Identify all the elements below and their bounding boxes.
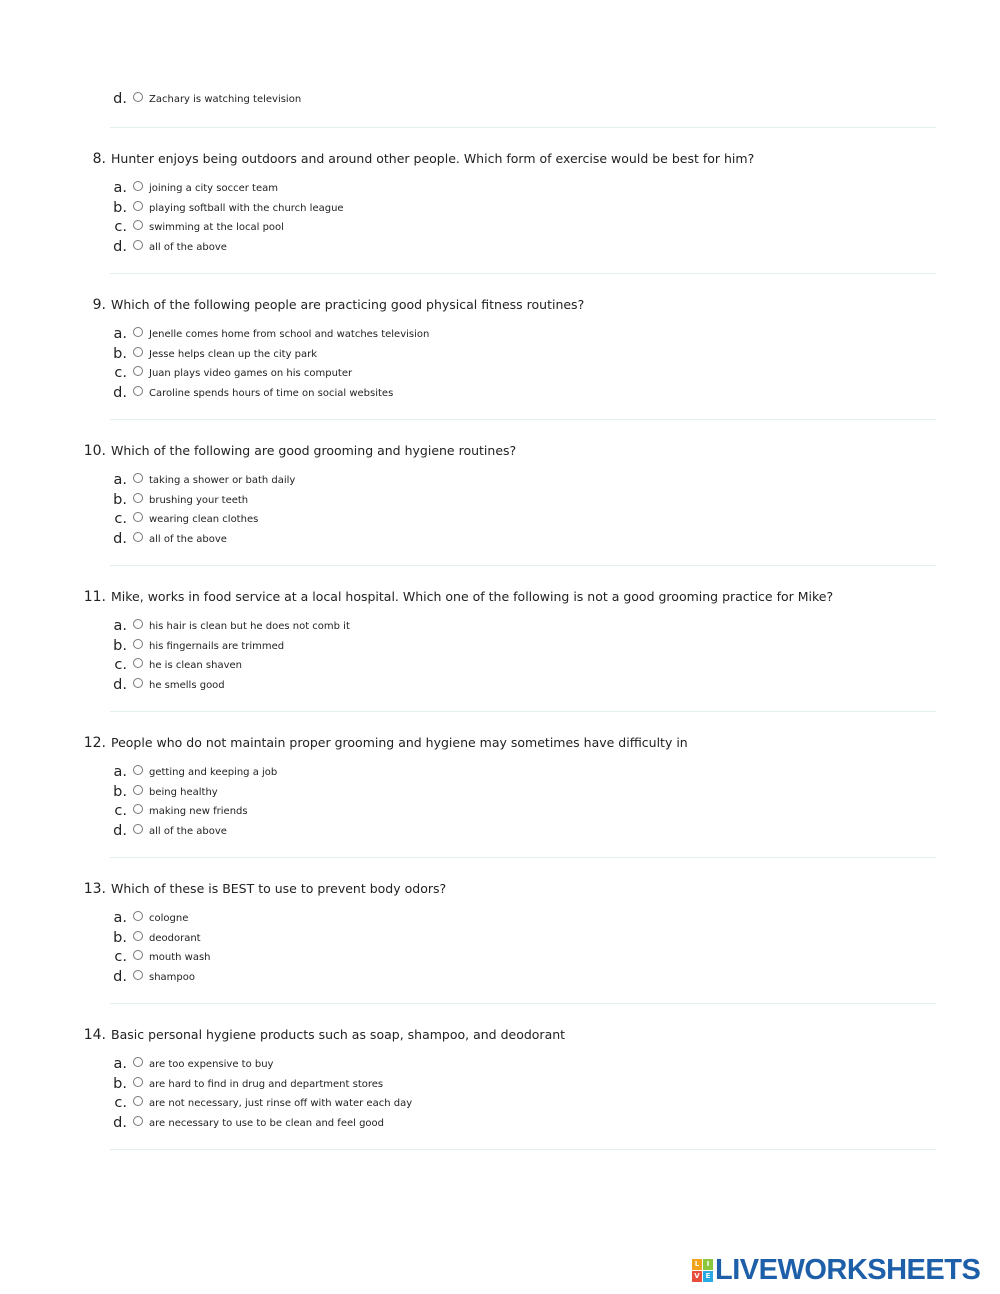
radio-button[interactable]	[133, 765, 143, 775]
radio-button[interactable]	[133, 532, 143, 542]
option-row[interactable]	[0, 199, 1000, 219]
option-letter: d.	[113, 91, 127, 107]
option-row[interactable]	[0, 1055, 1000, 1075]
radio-button[interactable]	[133, 327, 143, 337]
logo-wordmark: LIVEWORKSHEETS	[715, 1254, 981, 1286]
option-text: he is clean shaven	[149, 660, 242, 672]
separator	[110, 711, 936, 712]
option-letter: d.	[113, 969, 127, 986]
radio-button[interactable]	[133, 911, 143, 921]
radio-button[interactable]	[133, 512, 143, 522]
radio-button[interactable]	[133, 366, 143, 376]
question-10	[0, 441, 1000, 550]
question-number: 11.	[83, 589, 106, 605]
separator	[110, 1003, 936, 1004]
radio-button[interactable]	[133, 493, 143, 503]
liveworksheets-logo	[692, 1255, 980, 1285]
radio-button[interactable]	[133, 201, 143, 211]
option-text: are not necessary, just rinse off with water each day	[149, 1098, 413, 1110]
option-letter: a.	[113, 1056, 127, 1072]
option-row[interactable]	[0, 218, 1000, 238]
radio-button[interactable]	[133, 240, 143, 250]
question-number: 9.	[92, 297, 106, 313]
option-letter: a.	[113, 764, 127, 780]
radio-button[interactable]	[133, 1116, 143, 1126]
orphan-option[interactable]	[0, 90, 1000, 110]
radio-button[interactable]	[133, 678, 143, 688]
radio-button[interactable]	[133, 220, 143, 230]
option-text: deodorant	[149, 932, 201, 944]
option-row[interactable]	[0, 238, 1000, 258]
option-letter: d.	[113, 1115, 127, 1132]
option-letter: b.	[113, 345, 127, 362]
option-text: brushing your teeth	[149, 494, 249, 506]
option-row[interactable]	[0, 325, 1000, 345]
option-text: are hard to find in drug and department stores	[149, 1078, 384, 1090]
separator	[110, 857, 936, 858]
separator	[110, 127, 936, 128]
radio-button[interactable]	[133, 658, 143, 668]
option-letter: d.	[113, 677, 127, 694]
logo-square: I	[703, 1259, 713, 1270]
question-text: Which of these is BEST to use to prevent body odors?	[111, 881, 447, 896]
option-letter: c.	[114, 365, 127, 382]
question-14	[0, 1025, 1000, 1134]
option-row[interactable]	[0, 948, 1000, 968]
option-row[interactable]	[0, 783, 1000, 803]
option-text: taking a shower or bath daily	[149, 475, 296, 486]
option-text: Jenelle comes home from school and watches television	[149, 329, 430, 340]
option-letter: b.	[113, 929, 127, 946]
logo-square: E	[703, 1271, 713, 1282]
option-text: are too expensive to buy	[149, 1059, 274, 1070]
option-row[interactable]	[0, 656, 1000, 676]
radio-button[interactable]	[133, 970, 143, 980]
option-letter: c.	[114, 803, 127, 820]
radio-button[interactable]	[133, 1057, 143, 1067]
question-12	[0, 733, 1000, 842]
option-row[interactable]	[0, 929, 1000, 949]
option-row[interactable]	[0, 968, 1000, 988]
option-row[interactable]	[0, 345, 1000, 365]
separator	[110, 1149, 936, 1150]
question-11	[0, 587, 1000, 696]
option-letter: a.	[113, 910, 127, 926]
option-row[interactable]	[0, 1075, 1000, 1095]
radio-button[interactable]	[133, 92, 143, 102]
option-row[interactable]	[0, 1094, 1000, 1114]
option-row[interactable]	[0, 491, 1000, 511]
option-letter: d.	[113, 239, 127, 256]
option-text: all of the above	[149, 534, 227, 546]
option-letter: a.	[113, 618, 127, 634]
logo-squares	[692, 1259, 713, 1282]
option-text: Juan plays video games on his computer	[149, 368, 353, 380]
question-9	[0, 295, 1000, 404]
option-row[interactable]	[0, 1114, 1000, 1134]
logo-square: V	[692, 1271, 702, 1282]
radio-button[interactable]	[133, 931, 143, 941]
question-text: Mike, works in food service at a local hospital. Which one of the following is not a good grooming practice for Mike?	[111, 589, 834, 604]
option-letter: c.	[114, 949, 127, 966]
question-text: Basic personal hygiene products such as soap, shampoo, and deodorant	[111, 1027, 566, 1042]
option-row[interactable]	[0, 909, 1000, 929]
option-row[interactable]	[0, 617, 1000, 637]
option-letter: a.	[113, 472, 127, 488]
radio-button[interactable]	[133, 473, 143, 483]
question-number: 10.	[83, 443, 106, 459]
option-letter: c.	[114, 1095, 127, 1112]
option-letter: b.	[113, 199, 127, 216]
radio-button[interactable]	[133, 1096, 143, 1106]
option-text: Zachary is watching television	[149, 94, 302, 105]
option-row[interactable]	[0, 179, 1000, 199]
option-row[interactable]	[0, 90, 1000, 110]
question-number: 14.	[83, 1027, 106, 1043]
option-text: playing softball with the church league	[149, 202, 344, 214]
radio-button[interactable]	[133, 804, 143, 814]
option-letter: d.	[113, 531, 127, 548]
option-text: getting and keeping a job	[149, 767, 278, 778]
option-text: wearing clean clothes	[149, 514, 259, 526]
option-text: shampoo	[149, 972, 196, 984]
radio-button[interactable]	[133, 950, 143, 960]
question-text: Which of the following are good grooming and hygiene routines?	[111, 443, 517, 458]
separator	[110, 419, 936, 420]
option-row[interactable]	[0, 802, 1000, 822]
option-letter: d.	[113, 823, 127, 840]
question-number: 13.	[83, 881, 106, 897]
option-letter: b.	[113, 491, 127, 508]
option-row[interactable]	[0, 676, 1000, 696]
radio-button[interactable]	[133, 1077, 143, 1087]
option-letter: c.	[114, 219, 127, 236]
question-number: 12.	[83, 735, 106, 751]
option-text: Jesse helps clean up the city park	[149, 348, 318, 360]
option-row[interactable]	[0, 384, 1000, 404]
question-number: 8.	[92, 151, 106, 167]
option-letter: c.	[114, 511, 127, 528]
option-row[interactable]	[0, 530, 1000, 550]
option-text: mouth wash	[149, 952, 211, 964]
option-letter: b.	[113, 637, 127, 654]
separator	[110, 273, 936, 274]
option-text: cologne	[149, 913, 189, 924]
option-letter: d.	[113, 385, 127, 402]
logo-square: L	[692, 1259, 702, 1270]
option-row[interactable]	[0, 637, 1000, 657]
radio-button[interactable]	[133, 824, 143, 834]
option-text: making new friends	[149, 806, 248, 818]
question-text: People who do not maintain proper grooming and hygiene may sometimes have difficulty in	[111, 735, 688, 750]
option-row[interactable]	[0, 763, 1000, 783]
radio-button[interactable]	[133, 639, 143, 649]
option-letter: b.	[113, 1075, 127, 1092]
radio-button[interactable]	[133, 181, 143, 191]
option-text: all of the above	[149, 242, 227, 254]
radio-button[interactable]	[133, 347, 143, 357]
question-text: Which of the following people are practicing good physical fitness routines?	[111, 297, 585, 312]
question-8	[0, 149, 1000, 258]
option-row[interactable]	[0, 364, 1000, 384]
option-letter: a.	[113, 180, 127, 196]
option-row[interactable]	[0, 510, 1000, 530]
option-row[interactable]	[0, 822, 1000, 842]
option-text: swimming at the local pool	[149, 222, 284, 234]
question-13	[0, 879, 1000, 988]
radio-button[interactable]	[133, 785, 143, 795]
radio-button[interactable]	[133, 386, 143, 396]
option-letter: c.	[114, 657, 127, 674]
radio-button[interactable]	[133, 619, 143, 629]
option-row[interactable]	[0, 471, 1000, 491]
option-text: Caroline spends hours of time on social websites	[149, 388, 394, 400]
option-text: all of the above	[149, 826, 227, 838]
option-text: he smells good	[149, 680, 225, 692]
option-text: being healthy	[149, 786, 218, 798]
question-text: Hunter enjoys being outdoors and around other people. Which form of exercise would be best for him?	[111, 151, 755, 166]
option-letter: b.	[113, 783, 127, 800]
option-text: are necessary to use to be clean and feel good	[149, 1118, 385, 1130]
option-text: his hair is clean but he does not comb it	[149, 621, 350, 632]
option-letter: a.	[113, 326, 127, 342]
option-text: joining a city soccer team	[149, 183, 278, 194]
option-text: his fingernails are trimmed	[149, 640, 285, 652]
separator	[110, 565, 936, 566]
